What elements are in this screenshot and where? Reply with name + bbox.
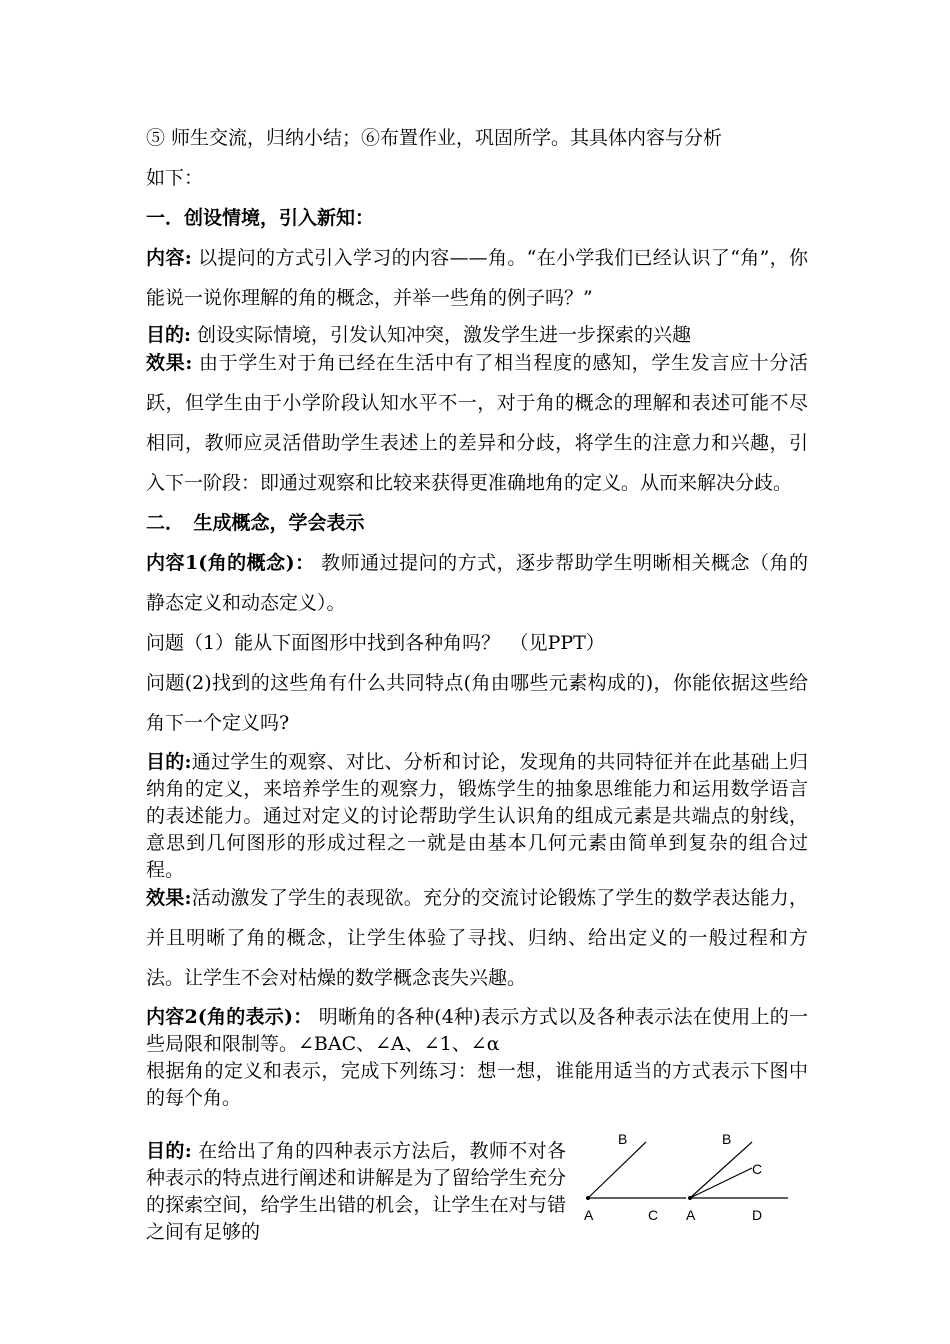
- vertex-dot: [688, 1196, 692, 1200]
- label-b: B: [722, 1132, 732, 1147]
- effect-text: 由于学生对于角已经在生活中有了相当程度的感知，学生发言应十分活跃，但学生由于小学阶段认知水平不一，对于角的概念的理解和表述可能不尽相同，教师应灵活借助学生表述上的差异和分歧，将学生的注意力和兴趣，引入下一阶段：即通过观察和比较来获得更准确地角的定义。从而来解决分歧。: [146, 352, 808, 494]
- section2-heading: 二． 生成概念，学会表示: [146, 512, 365, 534]
- label-a: A: [686, 1207, 696, 1223]
- angle-figure-1: [584, 1132, 686, 1223]
- label-b: B: [618, 1132, 628, 1147]
- section2-content2: [146, 1004, 808, 1058]
- section2-effect1: [146, 878, 808, 998]
- effect1-text: 活动激发了学生的表现欲。充分的交流讨论锻炼了学生的数学表达能力，并且明晰了角的概念，让学生体验了寻找、归纳、给出定义的一般过程和方法。让学生不会对枯燥的数学概念丧失兴趣。: [146, 887, 808, 989]
- label-c: C: [752, 1161, 763, 1177]
- content-label: 内容:: [146, 247, 192, 269]
- content1-label: 内容1(角的概念)：: [146, 552, 315, 574]
- ray-ab: [690, 1142, 752, 1198]
- section1-heading: 一．创设情境，引入新知：: [146, 207, 375, 229]
- effect-label: 效果:: [146, 352, 193, 374]
- content-text: 以提问的方式引入学习的内容——角。“在小学我们已经认识了“角”，你能说一说你理解的角的概念，并举一些角的例子吗？”: [146, 247, 809, 309]
- vertex-dot: [586, 1196, 590, 1200]
- question-1: 问题（1）能从下面图形中找到各种角吗？ （见PPT）: [146, 632, 605, 654]
- section2-purpose2: [146, 1138, 566, 1246]
- angle-figures: [576, 1132, 808, 1232]
- ray-ac: [690, 1168, 752, 1198]
- purpose-with-figures: [146, 1132, 808, 1248]
- purpose-text: 创设实际情境，引发认知冲突，激发学生进一步探索的兴趣: [191, 324, 692, 346]
- purpose2-text: 在给出了角的四种表示方法后，教师不对各种表示的特点进行阐述和讲解是为了留给学生充分的探索空间，给学生出错的机会，让学生在对与错之间有足够的: [146, 1140, 567, 1243]
- ray-ab: [588, 1142, 646, 1198]
- label-c: C: [648, 1207, 659, 1223]
- section1-effect: [146, 343, 808, 503]
- label-d: D: [752, 1207, 763, 1223]
- content2-text: 明晰角的各种(4种)表示方式以及各种表示法在使用上的一些局限和限制等。∠BAC、∠A、∠1、∠α: [146, 1006, 808, 1055]
- content1-text: 教师通过提问的方式，逐步帮助学生明晰相关概念（角的静态定义和动态定义）。: [146, 552, 808, 614]
- purpose1-text: 通过学生的观察、对比、分析和讨论，发现角的共同特征并在此基础上归纳角的定义，来培养学生的观察力，锻炼学生的抽象思维能力和运用数学语言的表述能力。通过对定义的讨论帮助学生认识角的组成元素是共端点的射线，意思到几何图形的形成过程之一就是由基本几何元素由简单到复杂的组合过程。: [146, 751, 808, 881]
- intro-line-2: 如下：: [146, 167, 204, 189]
- intro-line-1: ⑤ 师生交流，归纳小结；⑥布置作业，巩固所学。其具体内容与分析: [146, 127, 723, 149]
- label-a: A: [584, 1207, 594, 1223]
- purpose2-label: 目的:: [146, 1140, 192, 1162]
- effect1-label: 效果:: [146, 887, 192, 909]
- section1-content: [146, 238, 808, 318]
- content2-label: 内容2(角的表示)：: [146, 1006, 313, 1028]
- purpose-label: 目的:: [146, 324, 192, 346]
- section2-purpose1: [146, 749, 808, 884]
- question-2: 问题(2)找到的这些角有什么共同特点(角由哪些元素构成的)，你能依据这些给角下一个定义吗?: [146, 672, 808, 734]
- intro-paragraph: [146, 118, 808, 198]
- document-page: [146, 118, 808, 1248]
- purpose1-label: 目的:: [146, 751, 192, 773]
- section2-content1: [146, 543, 808, 623]
- angle-figure-2: [686, 1132, 788, 1223]
- exercise-paragraph: 根据角的定义和表示，完成下列练习：想一想，谁能用适当的方式表示下图中的每个角。: [146, 1060, 808, 1109]
